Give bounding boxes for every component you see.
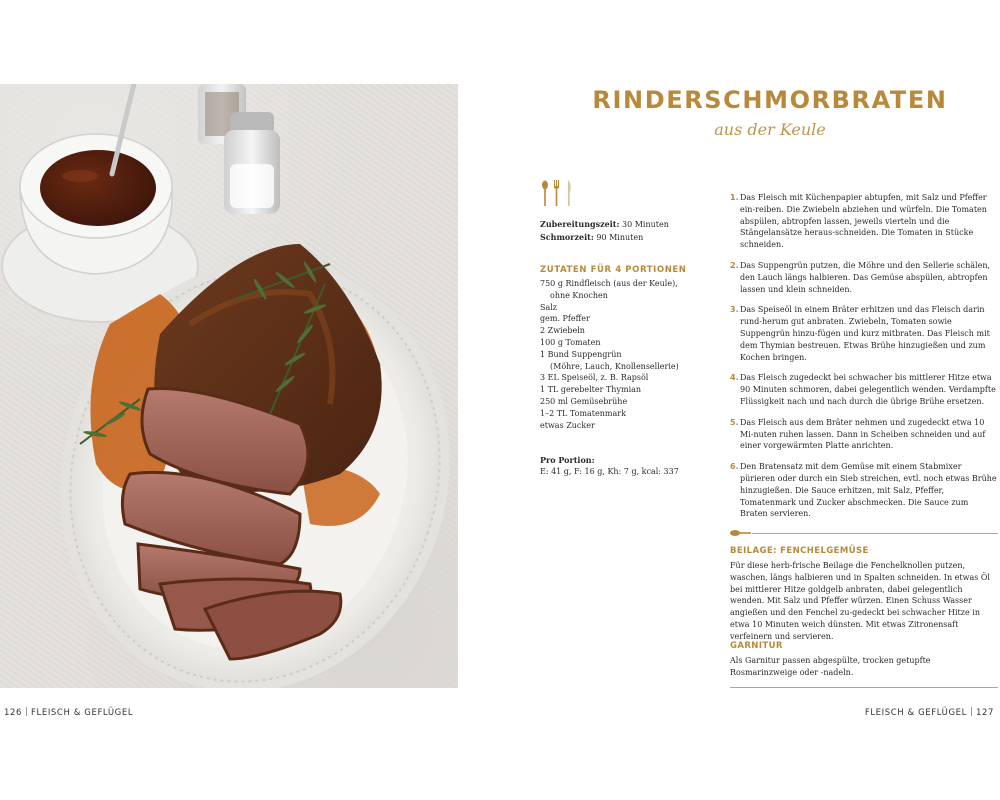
step-number: 1. [730,193,739,202]
side-dish-text: Für diese herb-frische Beilage die Fenchelknollen putzen, waschen, längs halbieren und in Spalten schneiden. In etwas Öl bei mittlerer Hitze goldgelb anbraten, dabei gelegentlich wenden. Mit Salz und Pfeffer würzen. Einen Schuss Wasser angießen und den Fenchel zu-gedeckt bei schwacher Hitze in etwa 10 Minuten weich dünsten. Mit etwas Zitronensaft verfeinern und servieren. [730,561,990,641]
ingredient-item: gem. Pfeffer [540,314,590,324]
step-number: 3. [730,305,739,315]
ingredient-item: 100 g Tomaten [540,337,601,347]
section-name-left: FLEISCH & GEFLÜGEL [31,708,134,718]
step-text: Das Suppengrün putzen, die Möhre und den Sellerie schälen, den Lauch längs halbieren. Das Gemüse abspülen, abtropfen lassen und klein schneiden. [740,260,991,294]
step-text: Das Speiseöl in einem Bräter erhitzen und das Fleisch darin rund-herum gut anbraten. Zwiebeln, Tomaten sowie Suppengrün hinzu-fügen und kurz mitbraten. Das Fleisch mit dem Thymian bestreuen. Etwas Brühe hinzugießen und zum Kochen bringen. [740,305,990,362]
ingredient-item: 1 TL gerebelter Thymian [540,385,642,395]
step-4 [730,372,998,407]
sauce-bowl [20,134,172,274]
step-number: 2. [730,260,739,270]
step-3 [730,304,998,363]
ingredient-item: 2 Zwiebeln [540,326,585,336]
folio-left [4,707,133,718]
step-6 [730,461,998,520]
ingredients-list [540,278,679,431]
spoon-icon [730,529,752,537]
page-number-left: 126 [4,708,23,718]
step-number: 6. [730,462,739,472]
page-number-right: 127 [975,708,994,718]
garnish-heading: GARNITUR [730,641,783,651]
prep-time-label: Zubereitungszeit: [540,219,620,229]
ingredient-item: 750 g Rindfleisch (aus der Keule), [540,279,678,288]
dish-photo [0,84,458,688]
difficulty-icons [539,180,579,208]
side-dish-heading: BEILAGE: FENCHELGEMÜSE [730,546,869,556]
step-number: 5. [730,417,739,427]
recipe-title: RINDERSCHMORBRATEN [592,86,948,114]
section-divider-bottom [730,687,998,688]
preparation-steps [730,192,998,529]
ingredient-item: 1 Bund Suppengrün [540,349,622,359]
step-text: Das Fleisch zugedeckt bei schwacher bis mittlerer Hitze etwa 90 Minuten schmoren, dabei gelegentlich wenden. Verdampfte Flüssigkeit nach und nach durch die übrige Brühe ersetzen. [740,373,996,406]
ingredient-item: etwas Zucker [540,420,595,430]
step-5 [730,417,998,452]
folio-right [865,707,994,718]
knife-icon [568,180,571,206]
step-2 [730,260,998,295]
braise-time-value: 90 Minuten [596,233,644,242]
fork-icon [554,180,559,206]
nutrition-label: Pro Portion: [540,455,595,465]
time-info [540,218,669,244]
folio-separator [971,707,972,716]
section-name-right: FLEISCH & GEFLÜGEL [864,708,967,718]
ingredient-item: 250 ml Gemüsebrühe [540,396,628,406]
ingredient-item: Salz [540,302,558,312]
folio-separator [26,707,27,716]
nutrition-value: E: 41 g, F: 16 g, Kh: 7 g, kcal: 337 [540,467,679,476]
ingredient-item: (Möhre, Lauch, Knollensellerie) [550,361,679,371]
garnish-text: Als Garnitur passen abgespülte, trocken getupfte Rosmarinzweige oder -nadeln. [730,656,931,677]
braise-time-label: Schmorzeit: [540,232,594,242]
recipe-subtitle: aus der Keule [714,120,826,139]
ingredient-item: 3 EL Speiseöl, z. B. Rapsöl [540,373,649,383]
prep-time-value: 30 Minuten [621,220,669,229]
ingredient-item: ohne Knochen [550,290,608,300]
ingredients-heading: ZUTATEN FÜR 4 PORTIONEN [540,265,687,275]
step-1 [730,192,998,251]
step-text: Den Bratensatz mit dem Gemüse mit einem Stabmixer pürieren oder durch ein Sieb streichen, evtl. noch etwas Brühe hinzugießen. Die Sauce erhitzen, mit Salz, Pfeffer, Tomatenmark und Zucker abschmecken. Die Sauce zum Braten servieren. [740,462,997,519]
spoon-icon [542,181,548,207]
roast-beef-illustration [0,84,458,688]
nutrition-info [540,454,679,478]
ingredient-item: 1–2 TL Tomatenmark [540,408,626,418]
step-text: Das Fleisch mit Küchenpapier abtupfen, mit Salz und Pfeffer ein-reiben. Die Zwiebeln abziehen und würfeln. Die Tomaten abspülen, abtropfen lassen, jeweils vierteln und die Stängelansätze heraus-schneiden. Die Tomaten in Stücke schneiden. [740,193,987,250]
step-number: 4. [730,373,739,383]
salt-shaker [224,112,280,214]
section-divider [730,533,998,534]
step-text: Das Fleisch aus dem Bräter nehmen und zugedeckt etwa 10 Mi-nuten ruhen lassen. Dann in Scheiben schneiden und auf einer vorgewärmten Platte anrichten. [740,417,986,451]
